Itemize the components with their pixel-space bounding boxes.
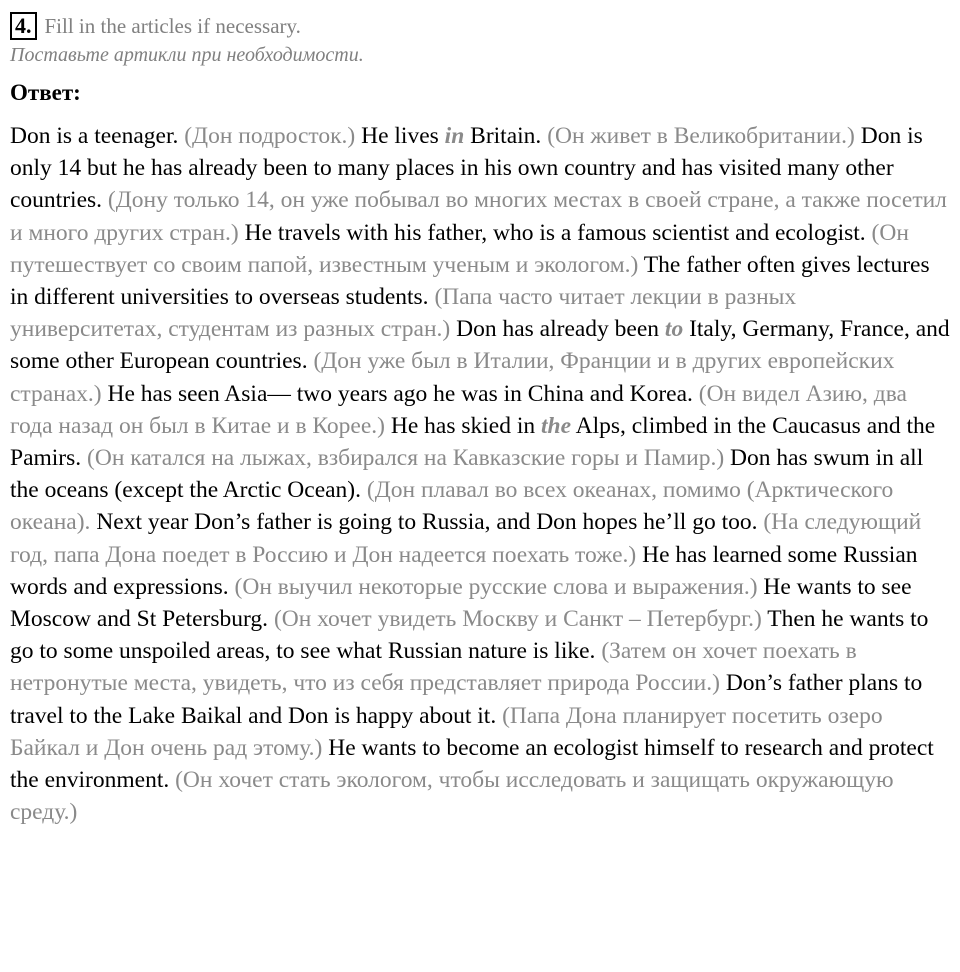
sentence-ru: (Он живет в Великобритании.) bbox=[541, 123, 855, 149]
sentence-en: He has skied in bbox=[385, 412, 541, 439]
filled-article: to bbox=[664, 316, 684, 343]
sentence-ru: (Он катался на лыжах, взбирался на Кавказские горы и Памир.) bbox=[81, 445, 725, 472]
sentence-en: He lives bbox=[355, 123, 445, 149]
sentence-ru: (Он путешествует со своим папой, известным ученым и экологом.) bbox=[10, 219, 909, 278]
sentence-en: He has learned some Russian words and expressions. bbox=[10, 541, 918, 600]
sentence-en: He has seen Asia— two years ago he was in China and Korea. bbox=[101, 380, 693, 407]
sentence-ru: (Дону только 14, он уже побывал во многих местах в своей стране, а также посетил и много других стран.) bbox=[10, 187, 947, 246]
task-subtitle: Поставьте артикли при необходимости. bbox=[10, 44, 364, 66]
filled-article: the bbox=[541, 412, 572, 439]
sentence-ru: (Папа часто читает лекции в разных университетах, студентам из разных стран.) bbox=[10, 284, 797, 343]
sentence-en: Don has already been bbox=[450, 316, 665, 343]
sentence-ru: (Затем он хочет поехать в нетронутые места, увидеть, что из себя представляет природа России.) bbox=[10, 638, 857, 697]
sentence-ru: (Он видел Азию, два года назад он был в Китае и в Корее.) bbox=[10, 380, 907, 439]
sentence-ru: (На следующий год, папа Дона поедет в Россию и Дон надеется поехать тоже.) bbox=[10, 509, 922, 568]
sentence-en: Don is a teenager. bbox=[10, 123, 179, 149]
task-number: 4. bbox=[10, 12, 37, 40]
sentence-en: Don has swum in all the oceans (except the Arctic Ocean). bbox=[10, 445, 924, 504]
task-header bbox=[10, 10, 950, 42]
sentence-ru: (Дон подросток.) bbox=[178, 123, 356, 149]
task-title: Fill in the articles if necessary. bbox=[44, 13, 301, 38]
sentence-ru: (Он выучил некоторые русские слова и выражения.) bbox=[228, 573, 758, 600]
sentence-en: Britain. bbox=[464, 123, 542, 149]
answer-text bbox=[10, 120, 952, 828]
sentence-en: He wants to become an ecologist himself to research and protect the environment. bbox=[10, 734, 934, 794]
answer-heading: Ответ: bbox=[10, 80, 81, 105]
sentence-en: Italy, Germany, France, and some other European countries. bbox=[10, 316, 950, 375]
sentence-ru: (Папа Дона планирует посетить озеро Байкал и Дон очень рад этому.) bbox=[10, 702, 883, 761]
sentence-ru: (Дон уже был в Италии, Франции и в других европейских странах.) bbox=[10, 348, 895, 407]
sentence-ru: (Дон плавал во всех океанах, помимо (Арктического океана). bbox=[10, 477, 894, 536]
sentence-ru: (Он хочет стать экологом, чтобы исследовать и защищать окружающую среду.) bbox=[10, 767, 894, 826]
sentence-en: Don is only 14 but he has already been to many places in his own country and has visited many other countries. bbox=[10, 123, 923, 214]
sentence-en: Don’s father plans to travel to the Lake Baikal and Don is happy about it. bbox=[10, 670, 923, 729]
sentence-ru: (Он хочет увидеть Москву и Санкт – Петербург.) bbox=[268, 606, 762, 633]
sentence-en: Alps, climbed in the Caucasus and the Pamirs. bbox=[10, 412, 936, 472]
sentence-en: Then he wants to go to some unspoiled areas, to see what Russian nature is like. bbox=[10, 606, 929, 665]
sentence-en: The father often gives lectures in different universities to overseas students. bbox=[10, 251, 930, 311]
sentence-en: He wants to see Moscow and St Petersburg. bbox=[10, 573, 912, 633]
filled-article: in bbox=[444, 123, 465, 149]
sentence-en: He travels with his father, who is a famous scientist and ecologist. bbox=[238, 219, 866, 246]
exercise-page bbox=[10, 10, 950, 828]
sentence-en: Next year Don’s father is going to Russia, and Don hopes he’ll go too. bbox=[90, 509, 758, 536]
